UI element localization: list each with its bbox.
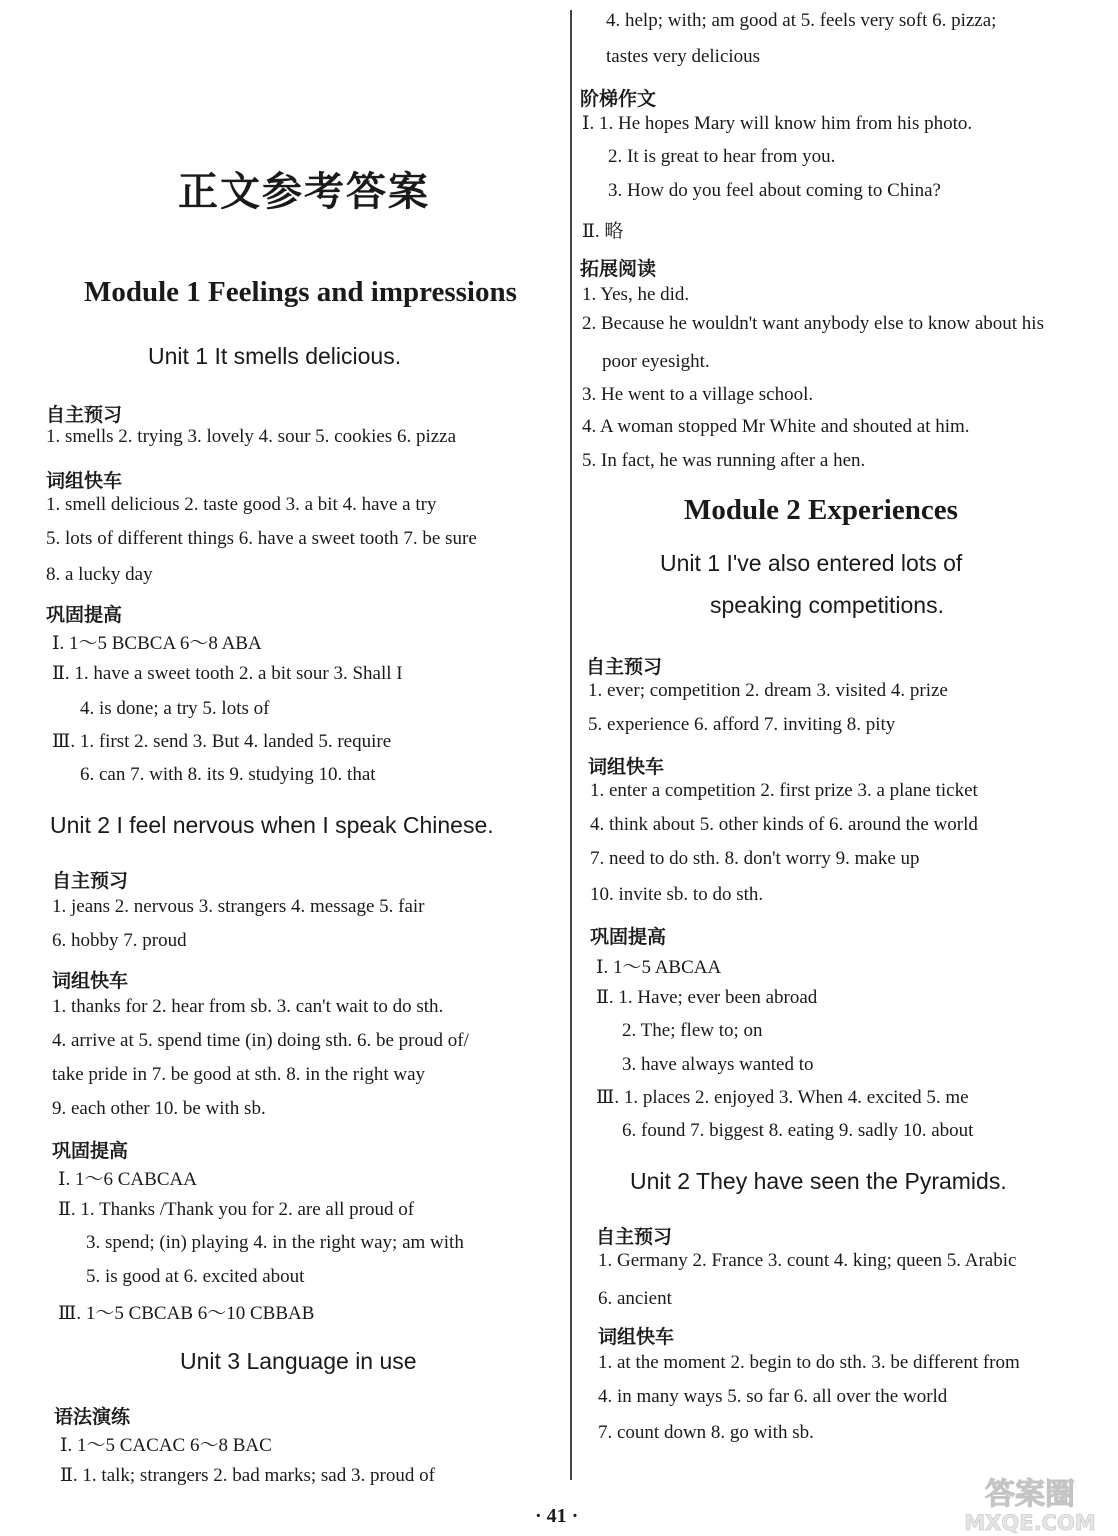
answer-line: 5. lots of different things 6. have a sweet tooth 7. be sure	[46, 528, 477, 549]
unit-2-heading: Unit 2 They have seen the Pyramids.	[630, 1168, 1007, 1194]
answer-line: 3. How do you feel about coming to China?	[608, 180, 941, 201]
answer-line: 1. ever; competition 2. dream 3. visited 4. prize	[588, 680, 948, 701]
watermark-text: 答案圈	[985, 1477, 1075, 1512]
answer-line: 7. count down 8. go with sb.	[598, 1422, 814, 1443]
answer-line: 4. think about 5. other kinds of 6. around the world	[590, 814, 978, 835]
answer-line: 2. Because he wouldn't want anybody else to know about his	[582, 313, 1044, 334]
answer-line: 3. spend; (in) playing 4. in the right way; am with	[86, 1232, 464, 1253]
answer-line: 1. smell delicious 2. taste good 3. a bit 4. have a try	[46, 494, 437, 515]
module-2-heading: Module 2 Experiences	[684, 494, 958, 526]
answer-line: 8. a lucky day	[46, 564, 153, 585]
answer-line: 2. The; flew to; on	[622, 1020, 763, 1041]
answer-line: Ⅰ. 1. He hopes Mary will know him from his photo.	[582, 113, 973, 134]
section-consolidate: 巩固提高	[590, 926, 667, 948]
answer-line: 1. smells 2. trying 3. lovely 4. sour 5. cookies 6. pizza	[46, 426, 457, 447]
answer-line: 2. It is great to hear from you.	[608, 146, 836, 167]
answer-line: 3. have always wanted to	[622, 1054, 814, 1075]
answer-line: 1. at the moment 2. begin to do sth. 3. be different from	[598, 1352, 1020, 1373]
section-phrases: 词组快车	[588, 756, 665, 778]
answer-line: Ⅲ. 1～5 CBCAB 6～10 CBBAB	[58, 1303, 315, 1324]
unit-1-heading: Unit 1 It smells delicious.	[148, 343, 402, 369]
answer-line: 4. help; with; am good at 5. feels very soft 6. pizza;	[606, 10, 997, 31]
answer-line: 6. hobby 7. proud	[52, 930, 187, 951]
answer-line: Ⅰ. 1～6 CABCAA	[58, 1169, 197, 1190]
answer-line: Ⅱ. 1. talk; strangers 2. bad marks; sad 3. proud of	[60, 1465, 435, 1486]
unit-1-heading: Unit 1 I've also entered lots of	[660, 550, 963, 576]
section-consolidate: 巩固提高	[46, 604, 123, 626]
section-preview: 自主预习	[46, 404, 123, 426]
module-1-heading: Module 1 Feelings and impressions	[84, 276, 517, 308]
unit-2-heading: Unit 2 I feel nervous when I speak Chinese.	[50, 812, 494, 838]
section-reading: 拓展阅读	[580, 258, 657, 280]
answer-line: Ⅲ. 1. places 2. enjoyed 3. When 4. excited 5. me	[596, 1087, 969, 1108]
section-preview: 自主预习	[596, 1226, 673, 1248]
answer-line: 1. thanks for 2. hear from sb. 3. can't wait to do sth.	[52, 996, 444, 1017]
answer-line: 1. jeans 2. nervous 3. strangers 4. message 5. fair	[52, 896, 425, 917]
answer-line: 5. is good at 6. excited about	[86, 1266, 305, 1287]
answer-line: tastes very delicious	[606, 46, 761, 67]
answer-line: 6. ancient	[598, 1288, 672, 1309]
watermark-url: MXQE.COM	[964, 1511, 1096, 1534]
section-writing: 阶梯作文	[580, 88, 657, 110]
column-divider	[570, 10, 572, 1480]
answer-line: 4. arrive at 5. spend time (in) doing sth. 6. be proud of/	[52, 1030, 469, 1051]
answer-line: Ⅲ. 1. first 2. send 3. But 4. landed 5. require	[52, 731, 392, 752]
answer-line: 9. each other 10. be with sb.	[52, 1098, 266, 1119]
answer-line: 4. A woman stopped Mr White and shouted at him.	[582, 416, 970, 437]
answer-line: take pride in 7. be good at sth. 8. in the right way	[52, 1064, 426, 1085]
answer-line: 1. Yes, he did.	[582, 284, 690, 305]
answer-line: 4. in many ways 5. so far 6. all over the world	[598, 1386, 948, 1407]
answer-line: 1. Germany 2. France 3. count 4. king; queen 5. Arabic	[598, 1250, 1017, 1271]
answer-line: 6. can 7. with 8. its 9. studying 10. that	[80, 764, 376, 785]
answer-line: Ⅰ. 1～5 BCBCA 6～8 ABA	[52, 633, 262, 654]
section-phrases: 词组快车	[46, 470, 123, 492]
section-phrases: 词组快车	[52, 970, 129, 992]
answer-line: 5. experience 6. afford 7. inviting 8. pity	[588, 714, 896, 735]
section-preview: 自主预习	[52, 870, 129, 892]
watermark-logo	[950, 1472, 1110, 1534]
answer-line: 5. In fact, he was running after a hen.	[582, 450, 866, 471]
page-number: · 41 ·	[535, 1505, 579, 1527]
answer-line: 10. invite sb. to do sth.	[590, 884, 764, 905]
section-phrases: 词组快车	[598, 1326, 675, 1348]
answer-line: 4. is done; a try 5. lots of	[80, 698, 270, 719]
answer-line: Ⅱ. 1. Thanks /Thank you for 2. are all proud of	[58, 1199, 415, 1220]
answer-line: Ⅱ. 1. have a sweet tooth 2. a bit sour 3. Shall I	[52, 663, 403, 684]
answer-line: Ⅰ. 1～5 ABCAA	[596, 957, 722, 978]
answer-line: 3. He went to a village school.	[582, 384, 814, 405]
answer-line: 6. found 7. biggest 8. eating 9. sadly 10. about	[622, 1120, 974, 1141]
unit-1-heading-cont: speaking competitions.	[710, 592, 944, 618]
section-consolidate: 巩固提高	[52, 1140, 129, 1162]
unit-3-heading: Unit 3 Language in use	[180, 1348, 417, 1374]
page-title: 正文参考答案	[178, 168, 430, 215]
section-grammar: 语法演练	[54, 1406, 131, 1428]
answer-line: Ⅱ. 1. Have; ever been abroad	[596, 987, 818, 1008]
answer-line: 1. enter a competition 2. first prize 3. a plane ticket	[590, 780, 978, 801]
section-preview: 自主预习	[586, 656, 663, 678]
answer-line: poor eyesight.	[602, 351, 710, 372]
answer-line: 7. need to do sth. 8. don't worry 9. make up	[590, 848, 920, 869]
answer-line: Ⅱ. 略	[582, 221, 624, 242]
answer-line: Ⅰ. 1～5 CACAC 6～8 BAC	[60, 1435, 272, 1456]
